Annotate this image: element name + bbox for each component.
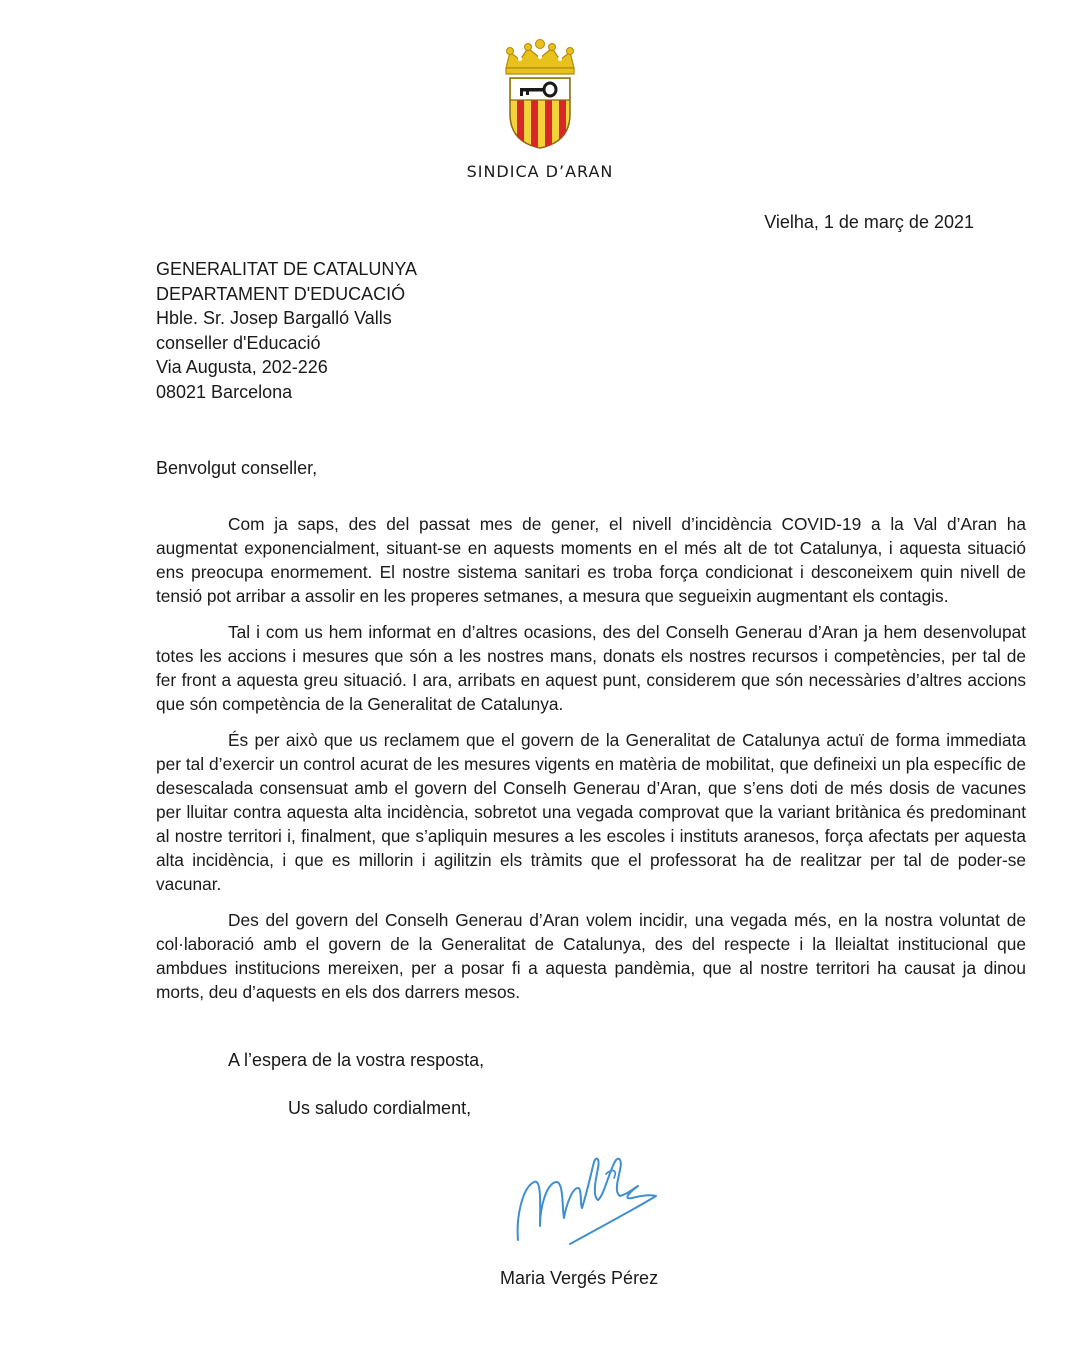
recipient-line: Hble. Sr. Josep Bargalló Valls bbox=[156, 308, 392, 328]
body-paragraph: Tal i com us hem informat en d’altres ocasions, des del Conselh Generau d’Aran ja hem desenvolupat totes les accions i mesures que són a les nostres mans, donats els nostres recursos i competències, per tal de fer front a aquesta greu situació. I ara, arribats en aquest punt, considerem que són necessàries d’altres accions que són competència de la Generalitat de Catalunya. bbox=[156, 622, 1026, 714]
recipient-address bbox=[156, 257, 417, 404]
handwritten-signature bbox=[510, 1148, 670, 1258]
recipient-line: DEPARTAMENT D'EDUCACIÓ bbox=[156, 283, 406, 304]
salutation: Benvolgut conseller, bbox=[156, 458, 318, 478]
recipient-line: Via Augusta, 202-226 bbox=[156, 357, 328, 377]
letter-body bbox=[156, 512, 1026, 1016]
shield-icon bbox=[510, 78, 570, 150]
signer-name: Maria Vergés Pérez bbox=[500, 1268, 659, 1288]
recipient-line: conseller d'Educació bbox=[156, 332, 321, 353]
regards-line: Us saludo cordialment, bbox=[288, 1098, 472, 1118]
body-paragraph: Des del govern del Conselh Generau d’Aran volem incidir, una vegada més, en la nostra voluntat de col·laboració amb el govern de la Generalitat de Catalunya, des del respecte i la lleialtat institucional que ambdues institucions mereixen, per a posar fi a aquesta pandèmia, que al nostre territori ha causat ja dinou morts, deu d’aquests en els dos darrers mesos. bbox=[156, 910, 1026, 1002]
body-paragraph: És per això que us reclamem que el govern de la Generalitat de Catalunya actuï de forma immediata per tal d’exercir un control acurat de les mesures vigents en matèria de mobilitat, que defineixi un pla específic de desescalada consensuat amb el govern del Conselh Generau d’Aran, que s’ens doti de més dosis de vacunes per lluitar contra aquesta alta incidència, sobretot una vegada comprovat que la variant britànica és predominant al nostre territori i, finalment, que s’apliquin mesures a les escoles i instituts aranesos, força afectats per aquesta alta incidència, i que es millorin i agilitzin els tràmits que el professorat ha de realitzar per tal de poder-se vacunar. bbox=[156, 730, 1026, 894]
body-paragraph: Com ja saps, des del passat mes de gener, el nivell d’incidència COVID-19 a la Val d’Aran ha augmentat exponencialment, situant-se en aquests moments en el més alt de tot Catalunya, i aquesta situació ens preocupa enormement. El nostre sistema sanitari es troba força condicionat i desconeixem quin nivell de tensió pot arribar a assolir en les properes setmanes, a mesura que segueixin augmentant els contagis. bbox=[156, 514, 1026, 606]
coat-of-arms-icon bbox=[500, 38, 580, 150]
recipient-line: GENERALITAT DE CATALUNYA bbox=[156, 259, 418, 279]
closing-line: A l’espera de la vostra resposta, bbox=[228, 1050, 485, 1070]
crown-icon bbox=[506, 40, 574, 75]
recipient-line: 08021 Barcelona bbox=[156, 381, 293, 402]
letter-date: Vielha, 1 de març de 2021 bbox=[764, 212, 974, 232]
organization-name: SINDICA D’ARAN bbox=[466, 162, 614, 181]
